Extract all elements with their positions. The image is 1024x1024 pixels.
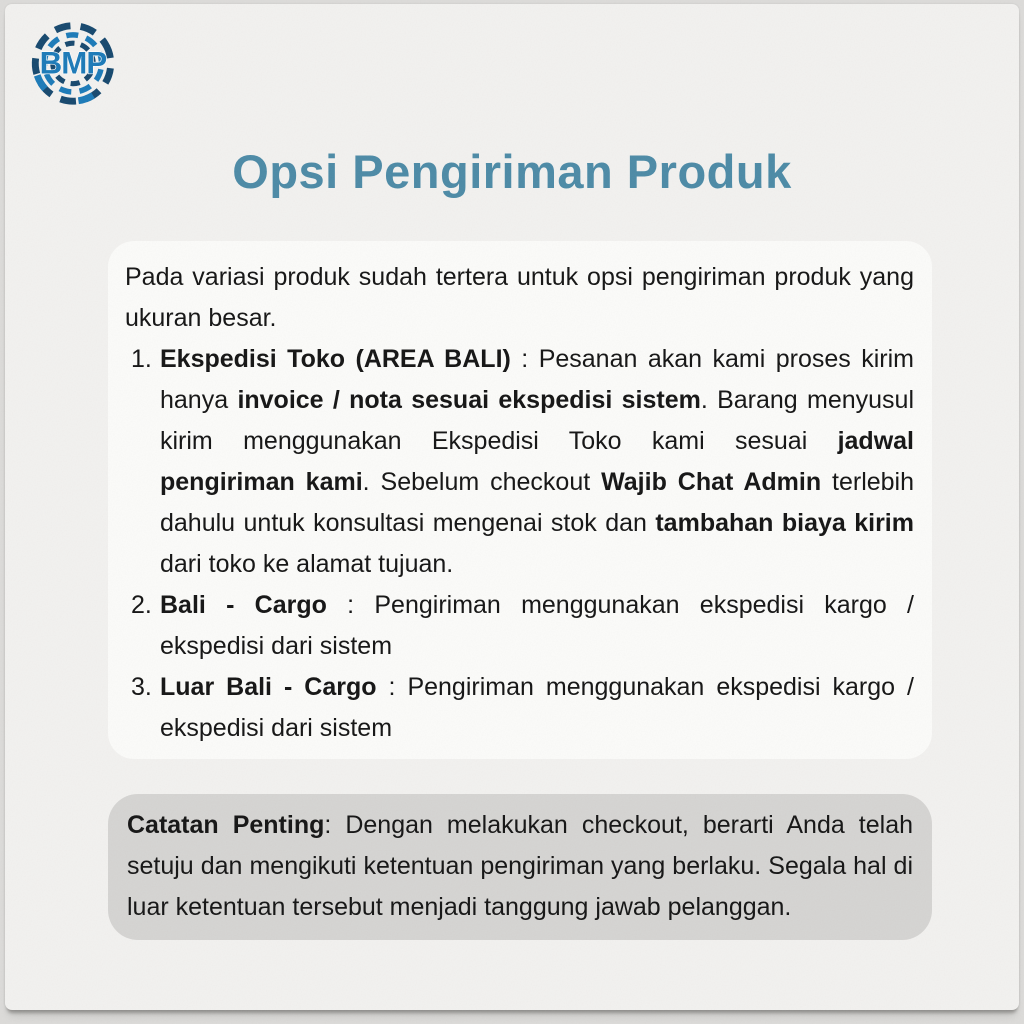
bmp-logo (27, 14, 119, 111)
shipping-option-item (125, 585, 914, 667)
shipping-option-item (125, 667, 914, 749)
text-segment: : Pengiriman menggunakan ekspedisi kargo / ekspedisi dari sistem (160, 673, 914, 742)
list-number: 3. (131, 673, 152, 701)
text-segment: : Pesanan akan kami proses kirim hanya (160, 345, 915, 414)
paper-background (5, 4, 1019, 1010)
shipping-option-item (125, 339, 914, 585)
text-segment: . Barang menyusul kirim menggunakan Ekspedisi Toko kami sesuai (160, 386, 915, 455)
text-segment: . Sebelum checkout (362, 468, 602, 496)
bold-text-segment: invoice / nota sesuai ekspedisi sistem (237, 386, 701, 414)
bold-text-segment: Bali - Cargo (160, 591, 327, 619)
text-segment: : Pengiriman menggunakan ekspedisi kargo / ekspedisi dari sistem (160, 591, 915, 660)
text-segment: : Dengan melakukan checkout, berarti Anda telah setuju dan mengikuti ketentuan pengiriman yang berlaku. Segala hal di luar ketentuan tersebut menjadi tanggung jawab pelanggan. (127, 811, 913, 921)
bold-text-segment: Wajib Chat Admin (601, 468, 822, 496)
list-number: 1. (131, 345, 152, 373)
bold-text-segment: jadwal pengiriman kami (160, 427, 914, 496)
bold-text-segment: Luar Bali - Cargo (160, 673, 377, 701)
shipping-option-list (125, 339, 914, 749)
text-segment: dari toko ke alamat tujuan. (160, 550, 454, 578)
list-number: 2. (131, 591, 152, 619)
bold-text-segment: Ekspedisi Toko (AREA BALI) (160, 345, 511, 373)
bold-text-segment: tambahan biaya kirim (655, 509, 914, 537)
intro-text: Pada variasi produk sudah tertera untuk opsi pengiriman produk yang ukuran besar. (125, 263, 914, 332)
shipping-info-card (108, 241, 932, 759)
bold-text-segment: Catatan Penting (127, 811, 325, 839)
page-title: Opsi Pengiriman Produk (232, 145, 792, 198)
important-note-card (108, 794, 932, 940)
note-text (127, 805, 913, 928)
bmp-logo-text: BMP (39, 45, 107, 81)
text-segment: terlebih dahulu untuk konsultasi mengenai stok dan (160, 468, 915, 537)
